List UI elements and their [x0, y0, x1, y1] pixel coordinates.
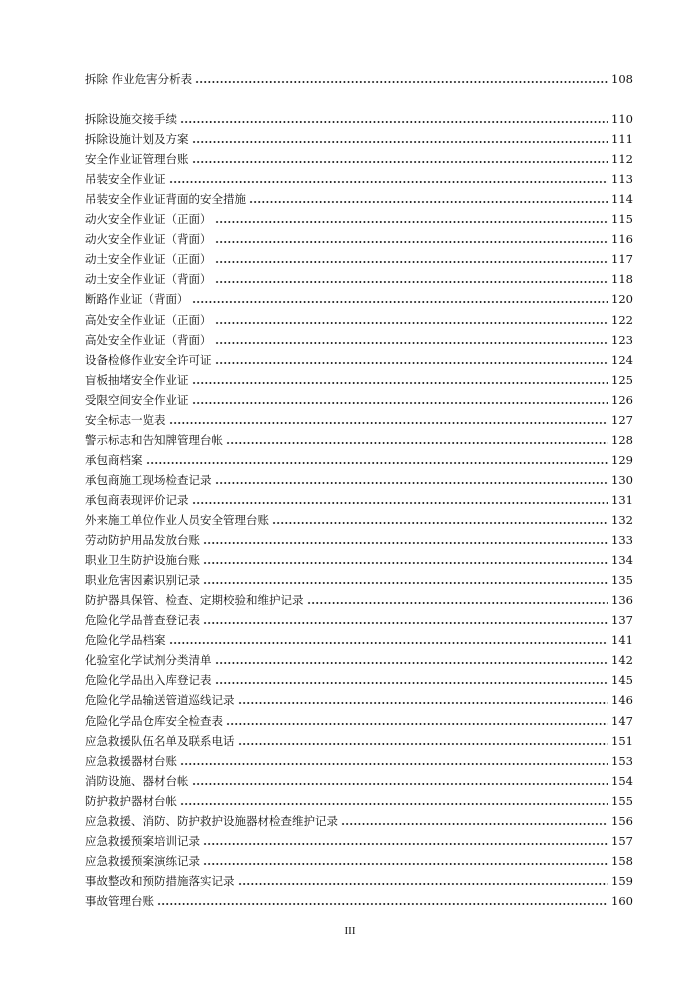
- toc-entry-title: 动土安全作业证（正面）: [85, 252, 212, 267]
- toc-entry-page: 146: [611, 693, 633, 708]
- toc-leader-dots: [192, 502, 609, 504]
- toc-leader-dots: [192, 783, 609, 785]
- toc-entry-page: 118: [611, 272, 633, 287]
- toc-entry-page: 157: [611, 833, 633, 848]
- toc-entry-title: 受限空间安全作业证: [85, 392, 189, 407]
- toc-entry-title: 危险化学品普查登记表: [85, 613, 200, 628]
- toc-entry-page: 124: [611, 352, 633, 367]
- toc-entry[interactable]: [85, 587, 633, 607]
- toc-entry[interactable]: [85, 286, 633, 306]
- toc-leader-dots: [215, 662, 609, 664]
- toc-leader-dots: [169, 642, 609, 644]
- toc-entry-title: 危险化学品仓库安全检查表: [85, 713, 223, 728]
- toc-entry-page: 145: [611, 673, 633, 688]
- toc-leader-dots: [238, 743, 609, 745]
- toc-entry-page: 155: [611, 793, 633, 808]
- toc-entry-page: 117: [611, 252, 633, 267]
- toc-entry-page: 136: [611, 593, 633, 608]
- toc-entry-title: 职业危害因素识别记录: [85, 573, 200, 588]
- toc-leader-dots: [272, 522, 608, 524]
- toc-leader-dots: [215, 482, 609, 484]
- toc-entry-page: 126: [611, 392, 633, 407]
- toc-leader-dots: [203, 622, 608, 624]
- toc-entry-title: 动火安全作业证（正面）: [85, 212, 212, 227]
- toc-entry-title: 高处安全作业证（正面）: [85, 312, 212, 327]
- toc-entry-page: 113: [611, 172, 633, 187]
- toc-leader-dots: [203, 542, 608, 544]
- toc-entry-title: 承包商施工现场检查记录: [85, 472, 212, 487]
- toc-entry-page: 115: [611, 212, 633, 227]
- toc-entry-page: 160: [611, 893, 633, 908]
- toc-entry[interactable]: [85, 687, 633, 707]
- toc-entry-title: 消防设施、器材台帐: [85, 773, 189, 788]
- toc-entry-page: 158: [611, 853, 633, 868]
- toc-leader-dots: [215, 322, 609, 324]
- toc-entry-title: 事故整改和预防措施落实记录: [85, 873, 235, 888]
- toc-leader-dots: [169, 181, 609, 183]
- toc-entry-title: 安全标志一览表: [85, 412, 166, 427]
- toc-leader-dots: [203, 562, 608, 564]
- toc-leader-dots: [180, 121, 608, 123]
- toc-entry-page: 159: [611, 873, 633, 888]
- toc-entry[interactable]: [85, 226, 633, 246]
- toc-entry[interactable]: [85, 607, 633, 627]
- toc-entry-page: 137: [611, 613, 633, 628]
- toc-entry-page: 112: [611, 152, 633, 167]
- toc-leader-dots: [169, 422, 609, 424]
- toc-entry[interactable]: [85, 246, 633, 266]
- toc-leader-dots: [203, 582, 608, 584]
- toc-entry[interactable]: [85, 748, 633, 768]
- toc-leader-dots: [307, 602, 609, 604]
- toc-entry-title: 应急救援器材台账: [85, 753, 177, 768]
- toc-leader-dots: [215, 682, 609, 684]
- toc-entry-title: 应急救援队伍名单及联系电话: [85, 733, 235, 748]
- toc-entry-title: 危险化学品出入库登记表: [85, 673, 212, 688]
- toc-entry[interactable]: [85, 467, 633, 487]
- toc-entry-page: 127: [611, 412, 633, 427]
- toc-entry-page: 142: [611, 653, 633, 668]
- toc-entry-page: 154: [611, 773, 633, 788]
- toc-entry[interactable]: [85, 547, 633, 567]
- toc-entry[interactable]: [85, 106, 633, 126]
- toc-entry-page: 122: [611, 312, 633, 327]
- toc-entry-page: 120: [611, 292, 633, 307]
- toc-entry-title: 承包商表现评价记录: [85, 492, 189, 507]
- toc-entry-page: 129: [611, 452, 633, 467]
- toc-entry[interactable]: [85, 387, 633, 407]
- toc-entry-title: 警示标志和告知牌管理台帐: [85, 432, 223, 447]
- toc-entry-page: 116: [611, 232, 633, 247]
- toc-entry-title: 安全作业证管理台账: [85, 152, 189, 167]
- toc-entry-page: 132: [611, 513, 633, 527]
- toc-entry-page: 125: [611, 372, 633, 387]
- toc-entry[interactable]: [85, 848, 633, 868]
- toc-entry-title: 动土安全作业证（背面）: [85, 272, 212, 287]
- toc-entry-page: 130: [611, 472, 633, 487]
- toc-leader-dots: [215, 342, 609, 344]
- toc-entry[interactable]: [85, 708, 633, 728]
- toc-entry-title: 拆除设施交接手续: [85, 112, 177, 126]
- toc-entry[interactable]: [85, 146, 633, 166]
- toc-entry-title: 盲板抽堵安全作业证: [85, 372, 189, 387]
- toc-entry[interactable]: [85, 166, 633, 186]
- toc-entry[interactable]: [85, 347, 633, 367]
- toc-entry[interactable]: [85, 507, 633, 527]
- toc-leader-dots: [238, 702, 609, 704]
- toc-entry[interactable]: [85, 327, 633, 347]
- toc-entry[interactable]: [85, 888, 633, 908]
- toc-entry[interactable]: [85, 307, 633, 327]
- toc-entry[interactable]: [85, 447, 633, 467]
- toc-leader-dots: [192, 402, 609, 404]
- toc-entry[interactable]: [85, 367, 633, 387]
- toc-leader-dots: [341, 823, 608, 825]
- toc-leader-dots: [195, 81, 608, 83]
- toc-entry-title: 应急救援、消防、防护救护设施器材检查维护记录: [85, 813, 338, 828]
- toc-entry-page: 153: [611, 753, 633, 768]
- toc-entry[interactable]: [85, 868, 633, 888]
- toc-entry-page: 135: [611, 573, 633, 588]
- toc-entry-page: 123: [611, 332, 633, 347]
- toc-entry-title: 外来施工单位作业人员安全管理台账: [85, 513, 269, 527]
- toc-entry[interactable]: [85, 427, 633, 447]
- toc-entry[interactable]: [85, 667, 633, 687]
- toc-entry-page: 133: [611, 533, 633, 548]
- toc-entry[interactable]: [85, 647, 633, 667]
- toc-leader-dots: [226, 442, 608, 444]
- toc-entry-title: 吊装安全作业证背面的安全措施: [85, 192, 246, 207]
- toc-entry-page: 108: [611, 72, 633, 86]
- toc-entry-title: 承包商档案: [85, 452, 143, 467]
- toc-leader-dots: [146, 462, 609, 464]
- toc-entry-page: 128: [611, 432, 633, 447]
- toc-leader-dots: [192, 161, 609, 163]
- toc-leader-dots: [180, 803, 608, 805]
- toc-leader-dots: [249, 201, 608, 203]
- toc-leader-dots: [215, 281, 609, 283]
- toc-entry[interactable]: [85, 768, 633, 788]
- toc-entry-title: 拆除 作业危害分析表: [85, 72, 193, 86]
- toc-entry-title: 劳动防护用品发放台账: [85, 533, 200, 548]
- toc-entry-title: 化验室化学试剂分类清单: [85, 653, 212, 668]
- toc-leader-dots: [215, 261, 609, 263]
- toc-entry-page: 111: [611, 132, 633, 147]
- toc-entry-page: 141: [611, 633, 633, 648]
- toc-entry-title: 职业卫生防护设施台账: [85, 553, 200, 568]
- toc-entry[interactable]: [85, 186, 633, 206]
- toc-leader-dots: [215, 362, 609, 364]
- toc-entry-title: 危险化学品输送管道巡线记录: [85, 693, 235, 708]
- toc-entry[interactable]: [85, 728, 633, 748]
- toc-entry-page: 151: [611, 733, 633, 748]
- toc-entry[interactable]: [85, 567, 633, 587]
- toc-entry[interactable]: [85, 828, 633, 848]
- toc-entry-page: 134: [611, 553, 633, 568]
- page-number: III: [344, 925, 356, 937]
- toc-leader-dots: [192, 141, 609, 143]
- toc-entry-title: 吊装安全作业证: [85, 172, 166, 187]
- toc-leader-dots: [215, 221, 609, 223]
- toc-entry-title: 应急救援预案演练记录: [85, 853, 200, 868]
- toc-entry-page: 110: [611, 112, 633, 126]
- toc-leader-dots: [192, 382, 609, 384]
- toc-leader-dots: [157, 903, 608, 905]
- toc-leader-dots: [192, 301, 609, 303]
- toc-entry-title: 断路作业证（背面）: [85, 292, 189, 307]
- toc-leader-dots: [226, 723, 608, 725]
- toc-entry[interactable]: [85, 627, 633, 647]
- toc-entry-title: 危险化学品档案: [85, 633, 166, 648]
- toc-entry-title: 动火安全作业证（背面）: [85, 232, 212, 247]
- toc-entry[interactable]: [85, 206, 633, 226]
- toc-entry-page: 156: [611, 813, 633, 828]
- toc-entry-title: 防护器具保管、检查、定期校验和维护记录: [85, 593, 304, 608]
- toc-entry-page: 114: [611, 192, 633, 207]
- toc-leader-dots: [203, 863, 608, 865]
- toc-entry[interactable]: [85, 126, 633, 146]
- toc-entry-page: 131: [611, 492, 633, 507]
- toc-entry-title: 拆除设施计划及方案: [85, 132, 189, 147]
- toc-leader-dots: [215, 241, 609, 243]
- toc-entry[interactable]: [85, 66, 633, 86]
- toc-entry-title: 防护救护器材台帐: [85, 793, 177, 808]
- toc-entry[interactable]: [85, 266, 633, 286]
- toc-entry-title: 事故管理台账: [85, 893, 154, 908]
- toc-entry[interactable]: [85, 788, 633, 808]
- toc-entry[interactable]: [85, 527, 633, 547]
- toc-entry-title: 应急救援预案培训记录: [85, 833, 200, 848]
- toc-entry[interactable]: [85, 808, 633, 828]
- toc-entry-page: 147: [611, 713, 633, 728]
- toc-leader-dots: [203, 843, 608, 845]
- toc-entry[interactable]: [85, 487, 633, 507]
- toc-entry-title: 设备检修作业安全许可证: [85, 352, 212, 367]
- toc-entry-title: 高处安全作业证（背面）: [85, 332, 212, 347]
- toc-leader-dots: [180, 763, 608, 765]
- toc-leader-dots: [238, 883, 609, 885]
- toc-entry[interactable]: [85, 407, 633, 427]
